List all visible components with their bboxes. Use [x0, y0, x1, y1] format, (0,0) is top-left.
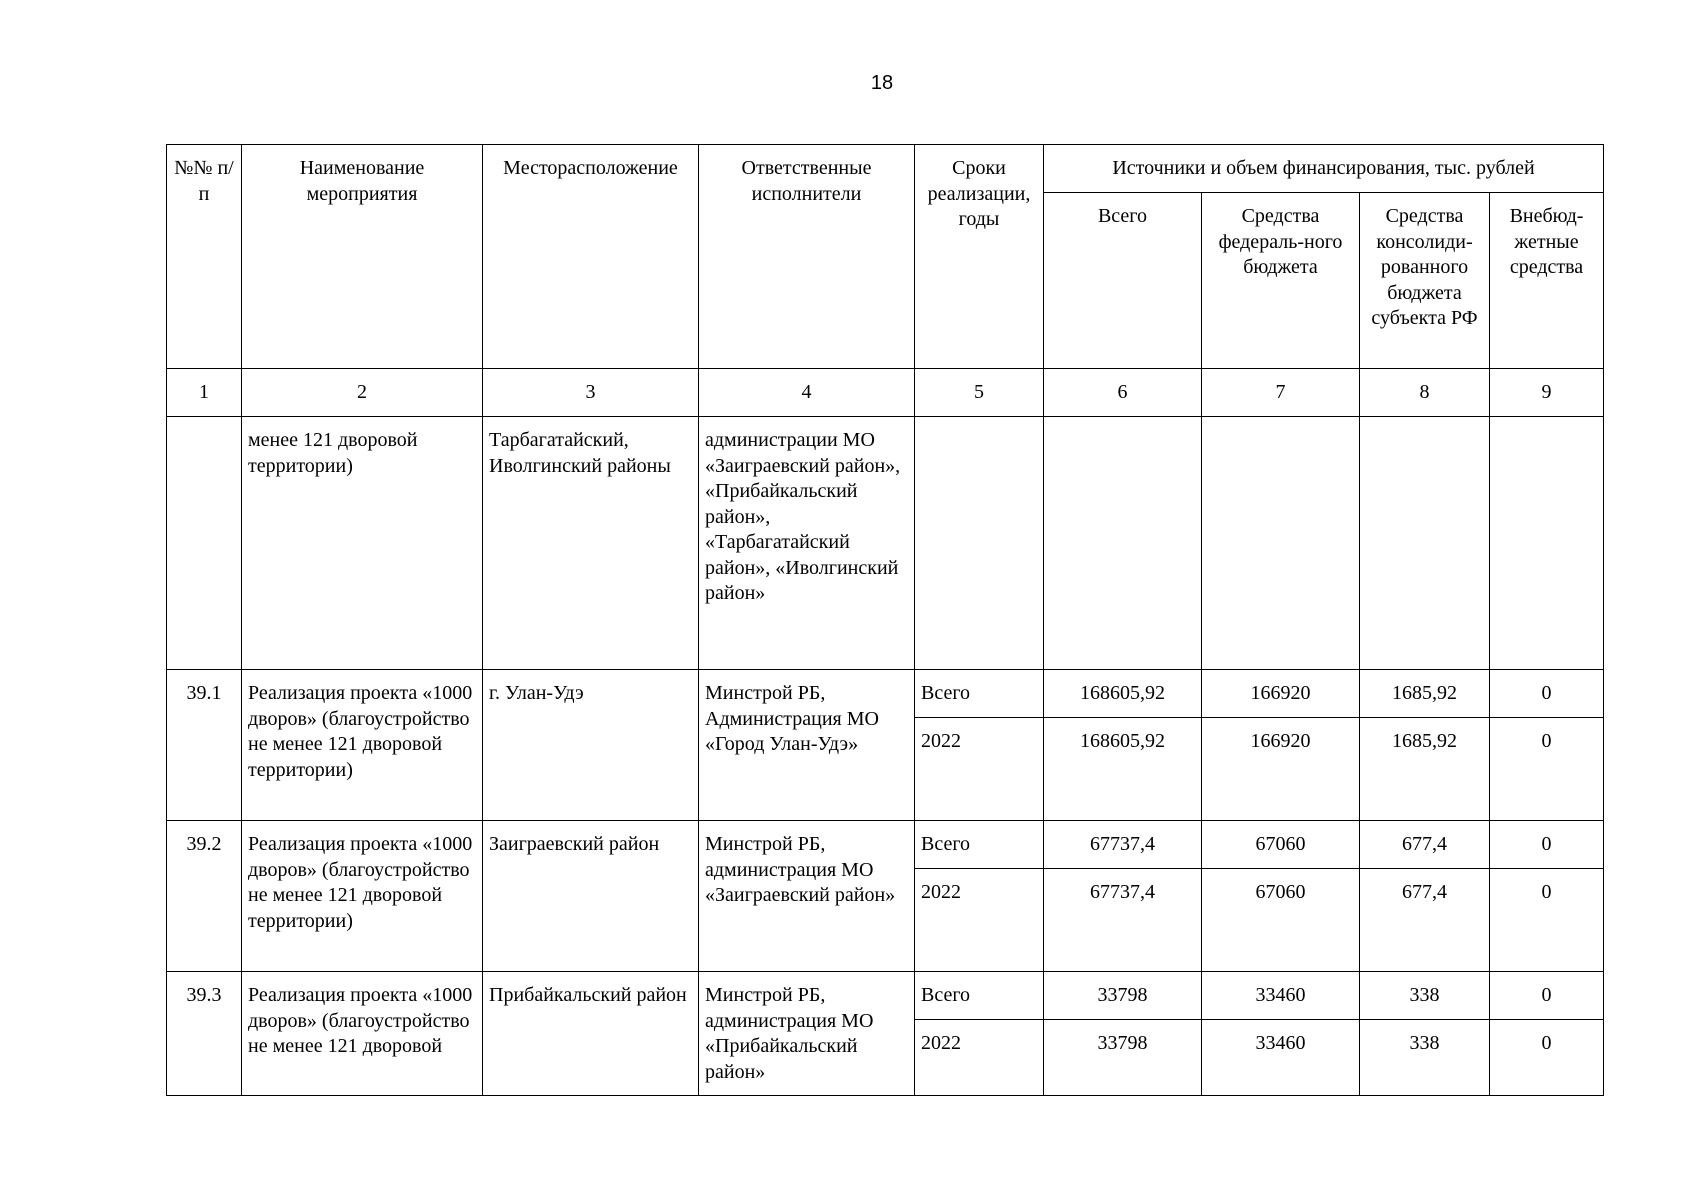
column-number: 1: [167, 369, 242, 417]
row-num: 39.1: [167, 670, 242, 821]
row-federal: 33460: [1202, 972, 1360, 1020]
row-total: 67737,4: [1044, 869, 1202, 972]
row-location: Тарбагатайский, Иволгинский районы: [483, 417, 699, 670]
row-responsible: Минстрой РБ, администрация МО «Заиграевский район»: [699, 821, 915, 972]
column-number: 9: [1490, 369, 1604, 417]
page-number: 18: [870, 72, 894, 94]
column-number: 8: [1360, 369, 1490, 417]
header-location: Месторасположение: [483, 145, 699, 369]
header-name: Наименование мероприятия: [242, 145, 483, 369]
row-responsible: Минстрой РБ, Администрация МО «Город Улан-Удэ»: [699, 670, 915, 821]
row-location: Заиграевский район: [483, 821, 699, 972]
empty-cell: [1490, 417, 1604, 670]
row-name: менее 121 дворовой территории): [242, 417, 483, 670]
row-num: [167, 417, 242, 670]
row-federal: 67060: [1202, 821, 1360, 869]
column-number-row: [167, 369, 1604, 417]
header-offbudget: Внебюд-жетные средства: [1490, 193, 1604, 369]
row-offbudget: 0: [1490, 670, 1604, 718]
row-num: 39.2: [167, 821, 242, 972]
header-num: №№ п/п: [167, 145, 242, 369]
funding-table: [166, 144, 1604, 1096]
row-federal: 166920: [1202, 718, 1360, 821]
row-offbudget: 0: [1490, 1020, 1604, 1096]
row-offbudget: 0: [1490, 972, 1604, 1020]
column-number: 2: [242, 369, 483, 417]
row-location: г. Улан-Удэ: [483, 670, 699, 821]
row-offbudget: 0: [1490, 869, 1604, 972]
row-responsible: администрации МО «Заиграевский район», «Прибайкальский район», «Тарбагатайский район», «Иволгинский район»: [699, 417, 915, 670]
table-row: [167, 670, 1604, 718]
empty-cell: [915, 417, 1044, 670]
header-total: Всего: [1044, 193, 1202, 369]
header-federal: Средства федераль-ного бюджета: [1202, 193, 1360, 369]
row-period: Всего: [915, 670, 1044, 718]
row-regional: 677,4: [1360, 821, 1490, 869]
row-period: Всего: [915, 821, 1044, 869]
column-number: 4: [699, 369, 915, 417]
row-period: 2022: [915, 718, 1044, 821]
row-period: 2022: [915, 869, 1044, 972]
table-row: [167, 972, 1604, 1020]
row-name: Реализация проекта «1000 дворов» (благоустройство не менее 121 дворовой территории): [242, 670, 483, 821]
row-regional: 677,4: [1360, 869, 1490, 972]
table-row-continuation: [167, 417, 1604, 670]
row-offbudget: 0: [1490, 718, 1604, 821]
row-responsible: Минстрой РБ, администрация МО «Прибайкальский район»: [699, 972, 915, 1096]
row-federal: 166920: [1202, 670, 1360, 718]
empty-cell: [1044, 417, 1202, 670]
table-row: [167, 821, 1604, 869]
row-location: Прибайкальский район: [483, 972, 699, 1096]
row-regional: 1685,92: [1360, 718, 1490, 821]
row-federal: 67060: [1202, 869, 1360, 972]
empty-cell: [1360, 417, 1490, 670]
row-period: 2022: [915, 1020, 1044, 1096]
row-total: 33798: [1044, 1020, 1202, 1096]
column-number: 3: [483, 369, 699, 417]
row-regional: 338: [1360, 972, 1490, 1020]
row-offbudget: 0: [1490, 821, 1604, 869]
header-regional: Средства консолиди-рованного бюджета субъекта РФ: [1360, 193, 1490, 369]
row-name: Реализация проекта «1000 дворов» (благоустройство не менее 121 дворовой: [242, 972, 483, 1096]
column-number: 7: [1202, 369, 1360, 417]
column-number: 6: [1044, 369, 1202, 417]
row-regional: 1685,92: [1360, 670, 1490, 718]
row-total: 67737,4: [1044, 821, 1202, 869]
header-period: Сроки реализации, годы: [915, 145, 1044, 369]
empty-cell: [1202, 417, 1360, 670]
row-total: 168605,92: [1044, 670, 1202, 718]
row-name: Реализация проекта «1000 дворов» (благоустройство не менее 121 дворовой территории): [242, 821, 483, 972]
row-regional: 338: [1360, 1020, 1490, 1096]
header-funding-group: Источники и объем финансирования, тыс. рублей: [1044, 145, 1604, 193]
row-total: 33798: [1044, 972, 1202, 1020]
row-total: 168605,92: [1044, 718, 1202, 821]
column-number: 5: [915, 369, 1044, 417]
row-federal: 33460: [1202, 1020, 1360, 1096]
row-period: Всего: [915, 972, 1044, 1020]
row-num: 39.3: [167, 972, 242, 1096]
header-responsible: Ответственные исполнители: [699, 145, 915, 369]
